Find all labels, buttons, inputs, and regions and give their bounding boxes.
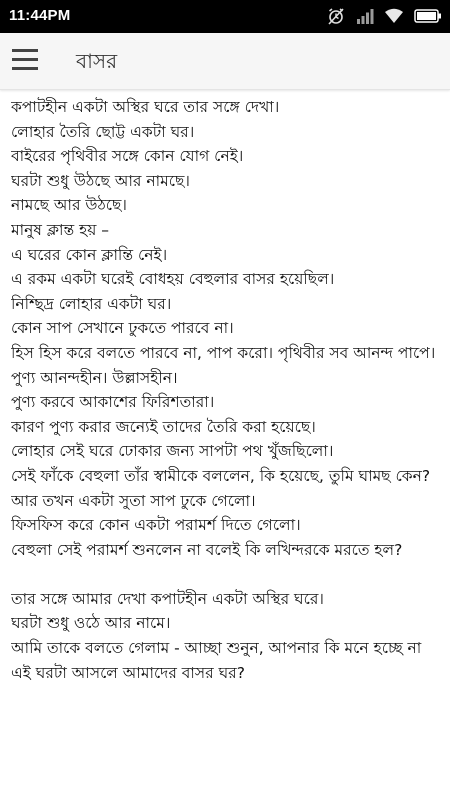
poem-line: বাইরের পৃথিবীর সঙ্গে কোন যোগ নেই। [11,147,244,166]
poem-stanza-1 [11,95,441,562]
poem-line: কারণ পুণ্য করার জন্যেই তাদের তৈরি করা হয়েছে। [11,417,316,436]
signal-icon [356,7,374,25]
poem-line: এই ঘরটা আসলে আমাদের বাসর ঘর? [11,663,245,682]
poem-line: লোহার সেই ঘরে ঢোকার জন্য সাপটা পথ খুঁজছিলো। [11,442,334,461]
poem-line: বেহুলা সেই পরামর্শ শুনলেন না বলেই কি লখিন্দরকে মরতে হল? [11,540,403,559]
poem-line: ফিসফিস করে কোন একটা পরামর্শ দিতে গেলো। [11,516,301,535]
poem-line: কপাটহীন একটা অস্থির ঘরে তার সঙ্গে দেখা। [11,98,280,116]
poem-content [11,95,441,795]
poem-line: তার সঙ্গে আমার দেখা কপাটহীন একটা অস্থির ঘরে। [11,589,324,608]
poem-line: মানুষ ক্লান্ত হয় – [11,220,110,239]
alarm-off-icon [326,6,346,26]
poem-line: লোহার তৈরি ছোট্ট একটা ঘর। [11,122,195,141]
stanza-divider [11,562,441,587]
wifi-icon [384,7,404,25]
poem-line: নিশ্ছিদ্র লোহার একটা ঘর। [11,294,172,313]
poem-line: এ ঘরের কোন ক্লান্তি নেই। [11,245,168,264]
hamburger-menu-icon[interactable] [12,49,38,71]
page-title: বাসর [76,49,118,73]
status-bar [0,0,450,33]
poem-line: আর তখন একটা সুতা সাপ ঢুকে গেলো। [11,491,256,510]
poem-line: নামছে আর উঠছে। [11,196,127,215]
status-time: 11:44PM [9,7,71,24]
battery-icon [414,8,442,24]
app-bar [0,33,450,90]
status-icons [326,6,442,26]
poem-line: আমি তাকে বলতে গেলাম - আচ্ছা শুনুন, আপনার কি মনে হচ্ছে না [11,639,422,658]
poem-stanza-2 [11,587,441,685]
poem-line: হিস হিস করে বলতে পারবে না, পাপ করো। পৃথিবীর সব আনন্দ পাপে। [11,343,436,362]
poem-line: পুণ্য আনন্দহীন। উল্লাসহীন। [11,368,178,387]
poem-line: সেই ফাঁকে বেহুলা তাঁর স্বামীকে বললেন, কি হয়েছে, তুমি ঘামছ কেন? [11,466,431,485]
poem-line: এ রকম একটা ঘরেই বোধহয় বেহুলার বাসর হয়েছিল। [11,270,335,289]
poem-line: ঘরটা শুধু উঠছে আর নামছে। [11,171,190,190]
poem-line: পুণ্য করবে আকাশের ফিরিশতারা। [11,393,215,412]
poem-line: ঘরটা শুধু ওঠে আর নামে। [11,614,171,633]
poem-line: কোন সাপ সেখানে ঢুকতে পারবে না। [11,319,234,338]
